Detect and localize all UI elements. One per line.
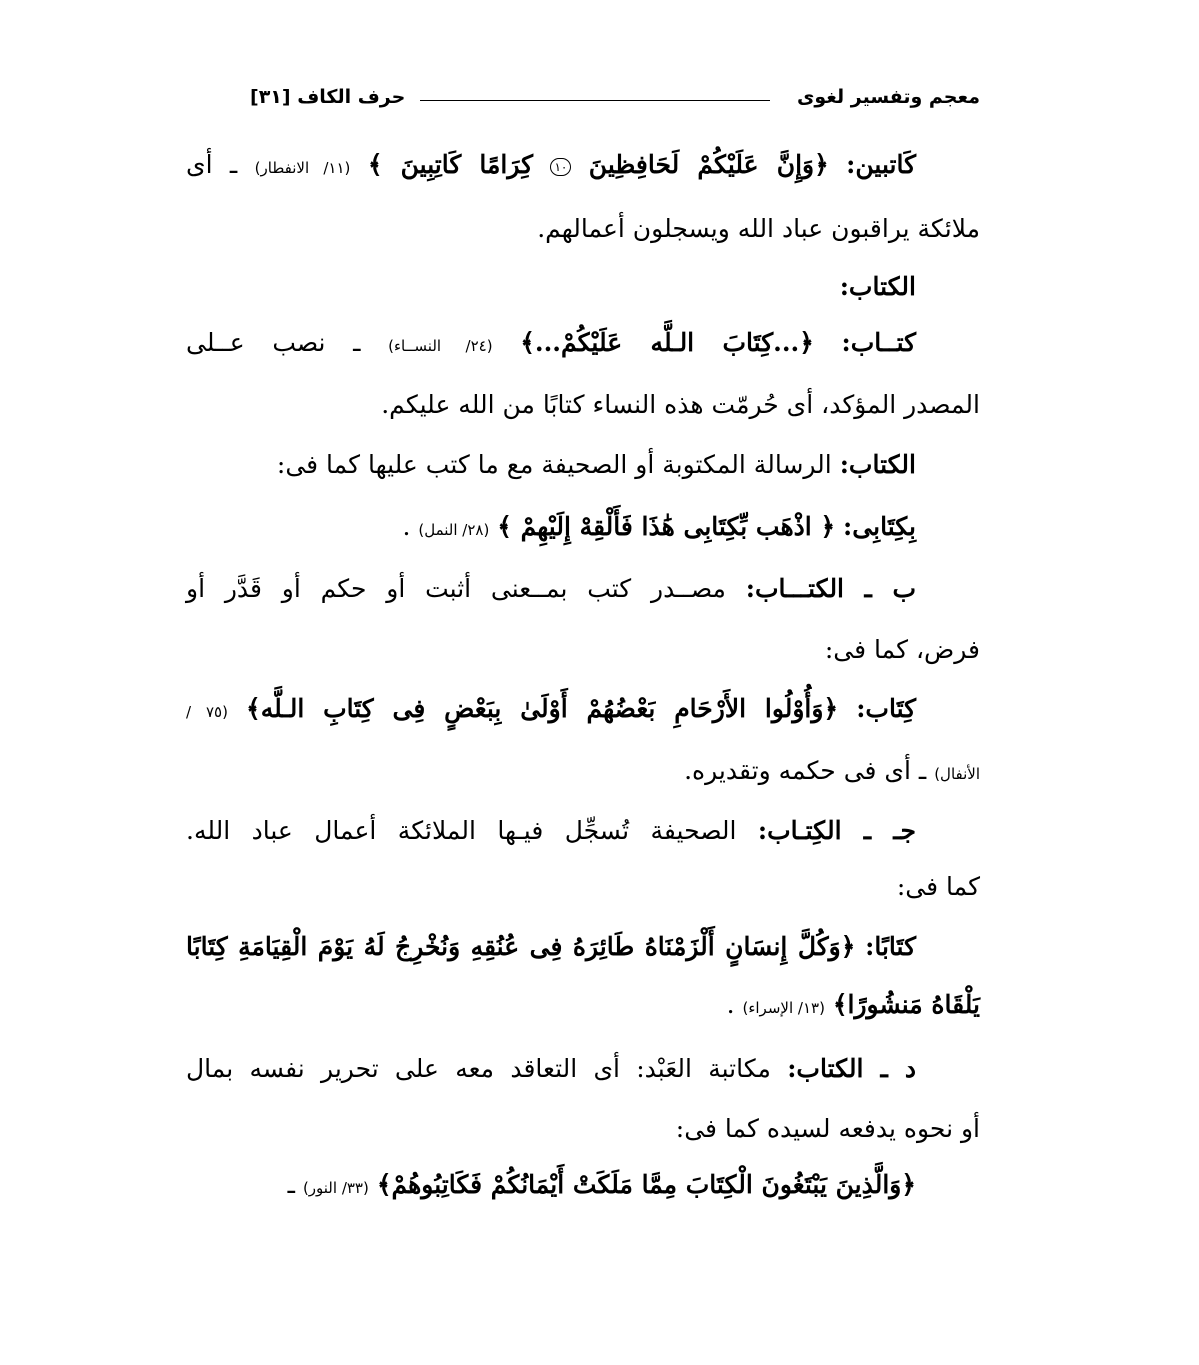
verse-reference: (٧٥ / (186, 703, 228, 721)
entry-label: د ـ الكتاب: (787, 1054, 916, 1083)
entry-kitab-b-line-1 (186, 574, 980, 604)
document-page (186, 78, 980, 1199)
quran-verse: ﴿وَكُلَّ إِنسَانٍ أَلْزَمْنَاهُ طَائِرَهُ فِى عُنُقِهِ وَنُخْرِجُ لَهُ يَوْمَ الْقِيَامَةِ كِتَابًا (186, 932, 856, 961)
page-header (250, 78, 980, 114)
quran-verse: ﴿وَأُوْلُوا الأَرْحَامِ بَعْضُهُمْ أَوْلَىٰ بِبَعْضٍ فِى كِتَابِ الـلَّه﴾ (246, 694, 839, 723)
entry-kitab3-line-1 (186, 694, 980, 727)
quran-verse: كِرَامًا كَاتِبِينَ ﴾ (367, 150, 534, 179)
entry-katibin-line-2: ملائكة يراقبون عباد الله ويسجلون أعمالهم. (537, 214, 980, 243)
entry-label: جـ ـ الكِتـاب: (757, 816, 916, 845)
verse-reference: (٣٣/ النور) (302, 1179, 369, 1197)
entry-kitab2 (186, 450, 980, 480)
quran-verse: ﴿وَإِنَّ عَلَيْكُمْ لَحَافِظِينَ (588, 150, 829, 179)
page-number: حرف الكاف [٣١] (250, 86, 406, 108)
entry-label: كِتَاب: (856, 694, 917, 723)
entry-kitab-line-2: المصدر المؤكد، أى حُرمّت هذه النساء كتابًا من الله عليكم. (381, 390, 980, 419)
entry-label: ب ـ الكتـــاب: (745, 574, 916, 603)
entry-kitab-line-1 (186, 328, 980, 361)
entry-bikitabi (186, 512, 980, 545)
quran-verse: ﴿ اذْهَب بِّكِتَابِى هَٰذَا فَأَلْقِهْ إِلَيْهِمْ ﴾ (497, 512, 836, 541)
entry-kitab-b-line-2: فرض، كما فى: (824, 635, 980, 664)
book-title: معجم وتفسير لغوى (796, 86, 980, 108)
quran-verse: ﴿...كِتَابَ الـلَّه عَلَيْكُمْ...﴾ (520, 328, 814, 357)
verse-reference: (١٣/ الإسراء) (742, 999, 825, 1017)
entry-kitab-d-line-1 (186, 1054, 980, 1084)
entry-kitaban-line-1 (186, 932, 980, 962)
entry-kitab-j-line-1 (186, 816, 980, 846)
text: ـ أى (186, 150, 238, 179)
section-heading: الكتاب: (839, 272, 916, 301)
entry-kitab-d-line-2: أو نحوه يدفعه لسيده كما فى: (675, 1114, 980, 1143)
text: ـ نصب عــلى (186, 328, 361, 357)
entry-kitab-j-line-2: كما فى: (896, 872, 980, 901)
text: . (726, 990, 735, 1019)
text: الرسالة المكتوبة أو الصحيفة مع ما كتب عليها كما فى: (276, 450, 832, 479)
verse-number: ١٠ (550, 158, 571, 176)
quran-verse: يَلْقَاهُ مَنشُورًا﴾ (832, 990, 980, 1019)
entry-kitaban-line-2 (250, 990, 980, 1023)
verse-reference: الأنفال) (934, 765, 980, 783)
entry-label: بِكِتَابِى: (843, 512, 916, 541)
verse-reference: (٢٨/ النمل) (418, 521, 490, 539)
entry-katibin-line-1 (186, 150, 980, 183)
header-rule (420, 100, 770, 101)
text: . (402, 512, 411, 541)
entry-label: الكتاب: (839, 450, 916, 479)
verse-reference: (١١/ الانفطار) (254, 159, 351, 177)
text: مكاتبة العَبْد: أى التعاقد معه على تحرير نفسه بمال (186, 1054, 771, 1083)
text: الصحيفة تُسجِّل فيـها الملائكة أعمال عباد الله. (186, 816, 737, 845)
text: ـ (287, 1170, 295, 1199)
verse-reference: (٢٤/ النســاء) (388, 337, 493, 355)
text: ـ أى فى حكمه وتقديره. (684, 756, 927, 785)
entry-label: كتَابًا: (865, 932, 916, 961)
entry-kitab3-line-2 (250, 756, 980, 789)
entry-label: كتــاب: (841, 328, 917, 357)
quran-verse: ﴿وَالَّذِينَ يَبْتَغُونَ الْكِتَابَ مِمَّا مَلَكَتْ أَيْمَانُكُمْ فَكَاتِبُوهُمْ﴾ (376, 1170, 916, 1199)
entry-final-verse (186, 1170, 980, 1203)
entry-label: كَاتبين: (846, 150, 916, 179)
text: مصــدر كتب بمــعنى أثبت أو حكم أو قَدَّر أو (186, 574, 726, 603)
